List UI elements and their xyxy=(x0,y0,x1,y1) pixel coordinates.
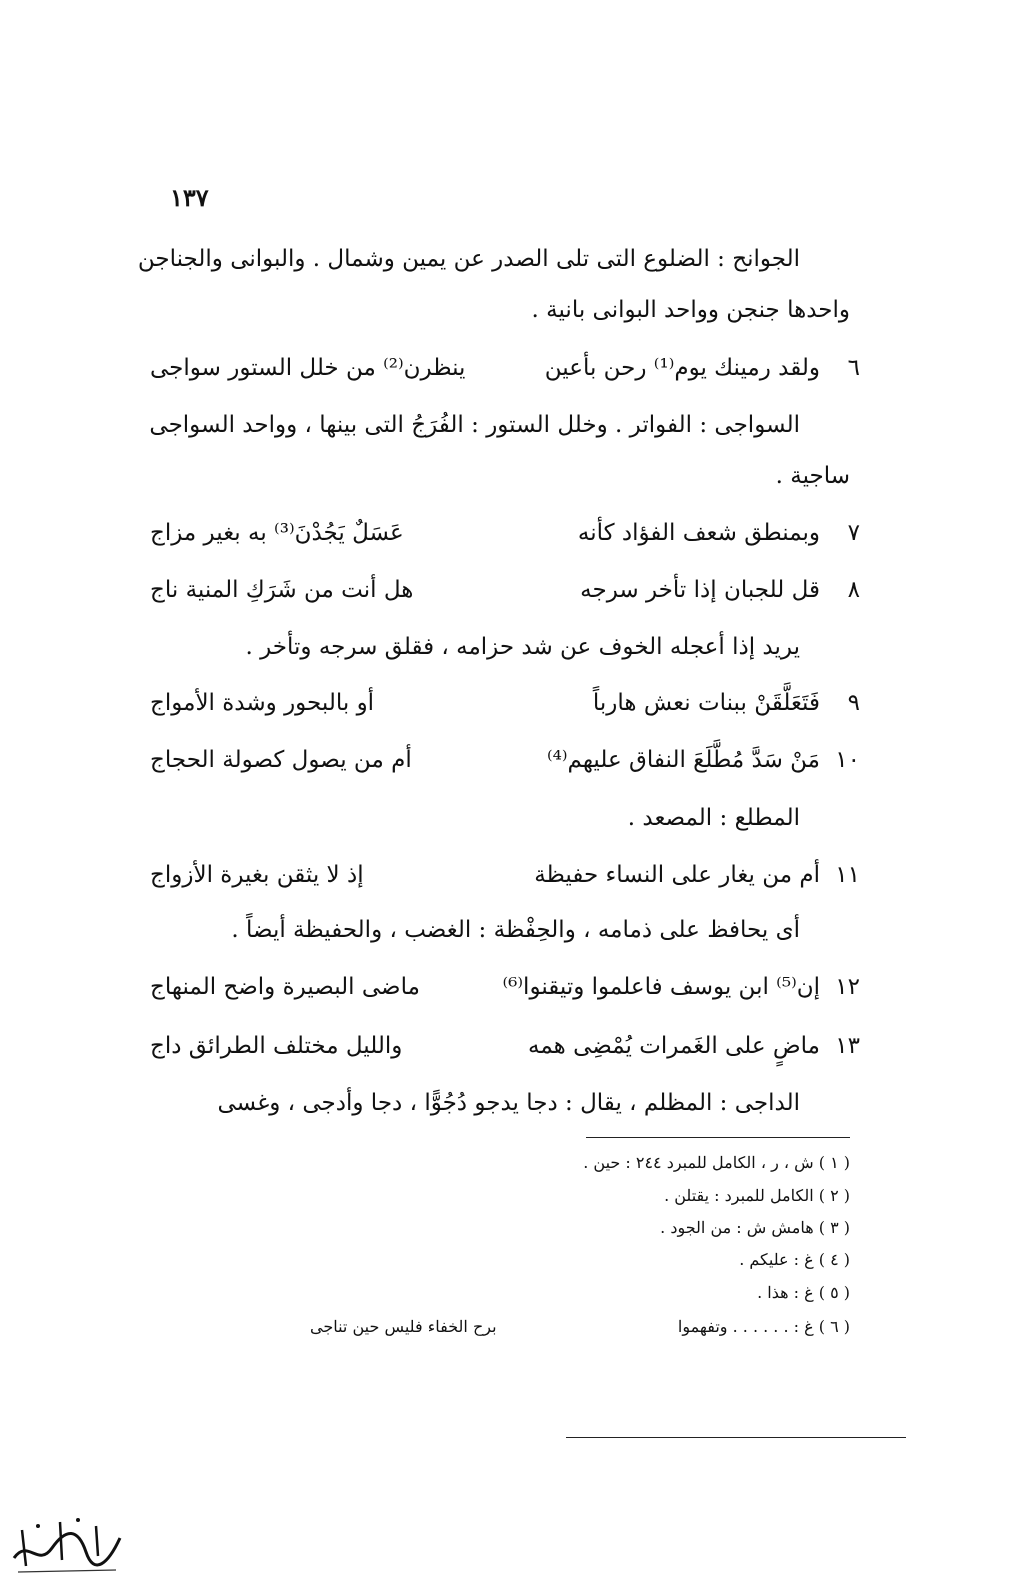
verse-first-hemistich: فَتَعَلَّقَنْ ببنات نعش هارباً xyxy=(592,690,820,716)
verse-8 xyxy=(150,572,860,608)
verse-number: ٦ xyxy=(847,355,860,381)
commentary-line: أى يحافظ على ذمامه ، والحِفْظة : الغضب ، والحفيظة أيضاً . xyxy=(231,917,800,943)
verse-number: ٨ xyxy=(847,577,860,603)
footnote-4: ( ٤ ) غ : عليكم . xyxy=(739,1250,850,1269)
verse-second-hemistich: ينظرن⁽²⁾ من خلل الستور سواجى xyxy=(150,355,466,381)
verse-number: ٩ xyxy=(847,690,860,716)
commentary-line: الجوانح : الضلوع التى تلى الصدر عن يمين وشمال . والبوانى والجناجن xyxy=(137,246,800,272)
footnote-3: ( ٣ ) هامش ش : من الجود . xyxy=(660,1218,850,1237)
verse-second-hemistich: أم من يصول كصولة الحجاج xyxy=(150,747,412,773)
verse-11 xyxy=(150,857,860,893)
footnote-5: ( ٥ ) غ : هذا . xyxy=(757,1283,850,1302)
commentary-line: الداجى : المظلم ، يقال : دجا يدجو دُجُوًّا ، دجا وأدجى ، وغسى xyxy=(217,1090,800,1116)
verse-second-hemistich: ماضى البصيرة واضح المنهاج xyxy=(150,974,420,1000)
verse-6 xyxy=(150,350,860,386)
verse-number: ١٠ xyxy=(835,747,860,773)
verse-second-hemistich: هل أنت من شَرَكِ المنية ناج xyxy=(150,577,414,603)
verse-number: ١٣ xyxy=(835,1033,860,1059)
verse-first-hemistich: مَنْ سَدَّ مُطَّلَعَ النفاق عليهم⁽⁴⁾ xyxy=(546,747,820,773)
calligraphy-logo-icon xyxy=(8,1508,126,1580)
verse-9 xyxy=(150,685,860,721)
commentary-line: ساجية . xyxy=(775,463,850,489)
verse-12 xyxy=(150,969,860,1005)
verse-first-hemistich: إن⁽⁵⁾ ابن يوسف فاعلموا وتيقنوا⁽⁶⁾ xyxy=(502,974,820,1000)
commentary-line: السواجى : الفواتر . وخلل الستور : الفُرَجُ التى بينها ، وواحد السواجى xyxy=(149,412,800,438)
verse-13 xyxy=(150,1028,860,1064)
footnote-separator xyxy=(586,1137,850,1138)
verse-second-hemistich: عَسَلٌ يَجُدْنَ⁽³⁾ به بغير مزاج xyxy=(150,520,404,546)
footnote-1: ( ١ ) ش ، ر ، الكامل للمبرد ٢٤٤ : حين . xyxy=(583,1153,850,1172)
commentary-line: واحدها جنجن وواحد البوانى بانية . xyxy=(531,297,850,323)
bottom-rule xyxy=(566,1437,906,1438)
page-number: ١٣٧ xyxy=(170,183,209,212)
footnote-6-verse: برح الخفاء فليس حين تناجى xyxy=(310,1317,497,1336)
verse-first-hemistich: ماضٍ على الغَمرات يُمْضِى همه xyxy=(528,1033,820,1059)
commentary-line: يريد إذا أعجله الخوف عن شد حزامه ، فقلق سرجه وتأخر . xyxy=(245,634,800,660)
footnote-6-reference: ( ٦ ) غ : . . . . . . وتفهموا xyxy=(677,1317,850,1336)
commentary-line: المطلع : المصعد . xyxy=(627,805,800,831)
verse-number: ١١ xyxy=(835,862,860,888)
verse-number: ٧ xyxy=(847,520,860,546)
verse-first-hemistich: قل للجبان إذا تأخر سرجه xyxy=(580,577,820,603)
verse-number: ١٢ xyxy=(835,974,860,1000)
footnote-6 xyxy=(310,1315,850,1339)
footnote-2: ( ٢ ) الكامل للمبرد : يقتلن . xyxy=(664,1186,850,1205)
verse-first-hemistich: أم من يغار على النساء حفيظة xyxy=(534,862,820,888)
verse-first-hemistich: وبمنطق شعف الفؤاد كأنه xyxy=(577,520,820,546)
verse-10 xyxy=(150,742,860,778)
verse-second-hemistich: أو بالبحور وشدة الأمواج xyxy=(150,690,375,716)
verse-second-hemistich: إذ لا يثقن بغيرة الأزواج xyxy=(150,862,364,888)
verse-7 xyxy=(150,515,860,551)
verse-first-hemistich: ولقد رمينك يوم⁽¹⁾ رحن بأعين xyxy=(544,355,820,381)
verse-second-hemistich: والليل مختلف الطرائق داج xyxy=(150,1033,403,1059)
